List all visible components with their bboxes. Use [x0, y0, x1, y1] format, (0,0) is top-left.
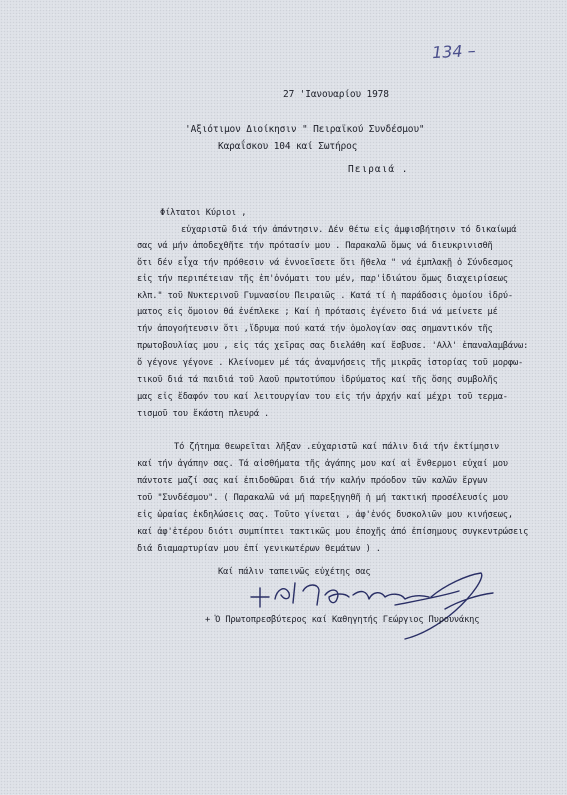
text-line: καί ἀφ'ἑτέρου διότι συμπίπτει τακτικῶς μου ἐποχῆς ἀπό ἐπίσημους συγκεντρώσεις — [137, 527, 529, 537]
text-line: διά διαμαρτυρίαν μου ἐπί γενικωτέρων θεμάτων ) . — [137, 544, 381, 554]
closing: Καί πάλιν ταπεινῶς εὐχέτης σας — [218, 567, 371, 577]
text-line: πάντοτε μαζί σας καί ἐπιδοθῶραι διά τήν καλήν πρόοδον τῶν καλῶν ἔργων — [137, 476, 488, 486]
text-line: κλπ." τοῦ Νυκτερινοῦ Γυμνασίου Πειραιῶς . Κατά τί ἡ παράδοσις ὁμοίου ἱδρύ- — [137, 291, 513, 301]
recipient-line-1: 'Αξιότιμον Διοίκησιν " Πειραϊκού Συνδέσμου" — [185, 124, 425, 135]
text-line: καί τήν ἀγάπην σας. Τά αἰσθήματα τῆς ἀγάπης μου καί αἱ ἔνθερμοι εὐχαί μου — [137, 459, 508, 469]
recipient-line-2: Καραΐσκου 104 καί Σωτήρος — [218, 141, 358, 152]
text-line: μας εἰς ἔδαφόν του καί λειτουργίαν του εἰς τήν ἀρχήν καί μέχρι τοῦ τερμα- — [137, 392, 508, 402]
signatory: + Ὁ Πρωτοπρεσβύτερος καί Καθηγητής Γεώργιος Πυρουνάκης — [205, 615, 480, 625]
signature-drawing — [245, 555, 505, 645]
handwritten-signature — [245, 555, 505, 645]
text-line: σας νά μήν ἀποδεχθῆτε τήν πρότασίν μου . Παρακαλῶ ὅμως νά διευκρινισθῆ — [137, 241, 493, 251]
text-line: εὐχαριστῶ διά τήν ἀπάντησιν. Δέν θέτω εἰς ἀμφισβήτησιν τό δικαίωμά — [181, 225, 517, 235]
letter-date: 27 'Ιανουαρίου 1978 — [283, 89, 389, 100]
text-line: ματος εἰς ὅμοιον θά ἐνέπλεκε ; Καί ἡ πρότασις ἐγένετο διά νά μείνετε μέ — [137, 307, 498, 317]
text-line: ὅ γέγονε γέγονε . Κλείνομεν μέ τάς ἀναμνήσεις τῆς μικρᾶς ἱστορίας τοῦ μορφω- — [137, 358, 524, 368]
text-line: τήν ἀπογοήτευσιν ὅτι ,ἵδρυμα πού κατά τήν ὁμολογίαν σας σημαντικόν τῆς — [137, 324, 493, 334]
text-line: Τό ζήτημα θεωρεῖται λῆξαν .εὐχαριστῶ καί πάλιν διά τήν ἐκτίμησιν — [174, 442, 500, 452]
text-line: τοῦ "Συνδέσμου". ( Παρακαλῶ νά μή παρεξηγηθῆ ἡ μή τακτική προσέλευσίς μου — [137, 493, 508, 503]
recipient-line-3: Πειραιά . — [348, 164, 409, 175]
text-line: τικοῦ διά τά παιδιά τοῦ λαοῦ πρωτοτύπου ἱδρύματος καί τῆς ὅσης συμβολῆς — [137, 375, 498, 385]
text-line: τισμοῦ του ἔκάστη πλευρά . — [137, 409, 270, 419]
text-line: εἰς ὡραίας ἐκδηλώσεις σας. Τοῦτο γίνεται , ἀφ'ἑνός δυσκολιῶν μου κινήσεως, — [137, 510, 513, 520]
reference-number: 134 – — [431, 40, 477, 63]
text-line: εἰς τήν περιπέτειαν τῆς ἐπ'ὀνόματι του μέν, παρ'ἰδιώτου ὅμως διαχειρίσεως — [137, 274, 508, 284]
text-line: πρωτοβουλίας μου , εἰς τάς χεῖρας σας διελάθη καί ἔσβυσε. 'Αλλ' ἐπαναλαμβάνω: — [137, 341, 529, 351]
text-line: ὅτι δέν εἶχα τήν πρόθεσιν νά ἐννοεῖσετε ὅτι ἤθελα " νά ἐμπλακῇ ὁ Σύνδεσμος — [137, 258, 513, 268]
salutation: Φίλτατοι Κύριοι , — [160, 208, 247, 218]
